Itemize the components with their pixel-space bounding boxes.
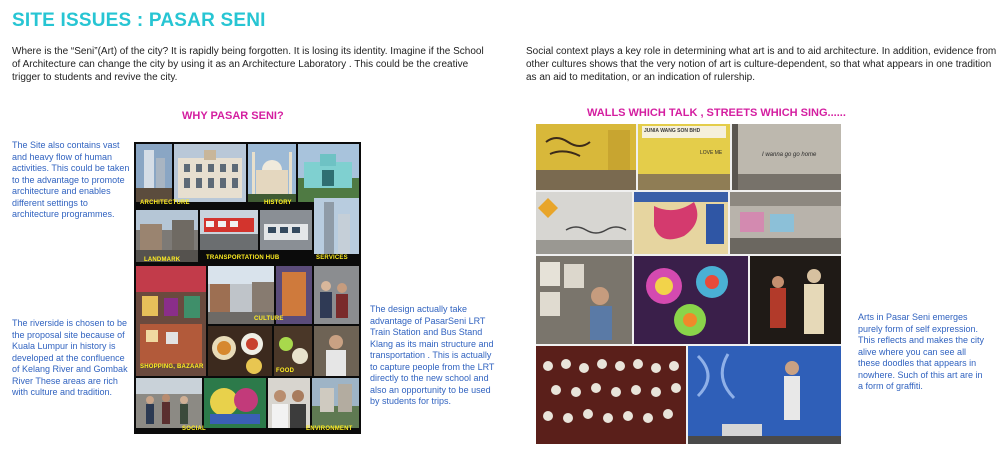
mosque-photo <box>248 144 296 202</box>
page-title: SITE ISSUES : PASAR SENI <box>12 10 266 31</box>
mural-photo <box>204 378 266 428</box>
label-landmark: LANDMARK <box>144 257 181 263</box>
label-environment: ENVIRONMENT <box>306 426 353 432</box>
street-musician-photo <box>688 346 841 444</box>
love-graffiti-text: LOVE ME <box>700 150 723 156</box>
people-photo <box>136 378 202 428</box>
label-social: SOCIAL <box>182 426 206 432</box>
transport-hub-photo <box>200 210 258 250</box>
riverside-note: The riverside is chosen to be the proposal site because of Kuala Lumpur in history is developed at the confluence of Kelang River and Gombak River These areas are rich with culture and tradition. <box>12 318 128 397</box>
audience-crowd-photo <box>536 346 686 444</box>
food-photo <box>208 326 272 376</box>
intro-paragraph-left: Where is the “Seni”(Art) of the city? It is rapidly being forgotten. It is losing its identity. Imagine if the School of Architecture can change the city by using it as an Architecture Laboratory . This could be the creative trigger to students and revive the city. <box>12 46 484 83</box>
site-photo-collage <box>134 142 361 434</box>
intro-paragraph-right: Social context plays a key role in determining what art is and to aid architecture. In addition, evidence from other cultures shows that the very notion of art is culture-dependent, so that what appears in one tradition as an aid to meditation, or an indication of rulership. <box>526 46 997 83</box>
group-photo <box>268 378 310 428</box>
graffiti-photo-collage <box>536 124 841 444</box>
central-market-photo <box>298 144 359 202</box>
label-history: HISTORY <box>264 200 292 206</box>
why-pasar-seni-heading: WHY PASAR SENI? <box>182 110 284 122</box>
city-tower-photo <box>314 198 359 254</box>
crowd-photo <box>314 266 359 324</box>
site-note: The Site also contains vast and heavy flow of human activities. This could be taken to the advantage to promote architecture and enables different settings to architecture programmes. <box>12 140 130 219</box>
label-transportation-hub: TRANSPORTATION HUB <box>206 255 280 261</box>
roadsign-graffiti-photo <box>536 192 632 254</box>
arts-note: Arts in Pasar Seni emerges purely form of self expression. This reflects and makes the city alive where you can see all these doodles that appears in nowhere. Such of this art are in a form of graffiti. <box>858 312 985 391</box>
tower-photo <box>136 144 172 202</box>
colorful-kites-photo <box>634 256 748 344</box>
wall-scrawl-text: I wanna go go home <box>762 152 817 158</box>
label-culture: CULTURE <box>254 316 284 322</box>
label-shopping-bazaar: SHOPPING, BAZAAR <box>140 364 204 370</box>
portrait-artist-photo <box>536 256 632 344</box>
street-wall-art-photo <box>730 192 841 254</box>
environment-photo <box>312 378 359 428</box>
shop-sign-text: JUNIA WANG SON BHD <box>644 128 701 134</box>
pink-mural-photo <box>634 192 728 254</box>
lrt-train-photo <box>260 210 312 250</box>
label-food: FOOD <box>276 368 295 374</box>
heritage-building-photo <box>174 144 246 202</box>
vendor-photo <box>314 326 359 376</box>
walls-heading: WALLS WHICH TALK , STREETS WHICH SING...... <box>587 107 846 119</box>
label-services: SERVICES <box>316 255 348 261</box>
street-photo <box>136 210 198 262</box>
label-architecture: ARCHITECTURE <box>140 200 190 206</box>
shop-sign-graffiti-photo <box>638 124 730 190</box>
grey-wall-scrawl-photo <box>732 124 841 190</box>
design-note: The design actually take advantage of PasarSeni LRT Train Station and Bus Stand Klang as its main structure and transportation . This is actually to capture people from the LRT directly to the new school and also an opportunity to be used by students for trips. <box>370 304 495 406</box>
yellow-wall-graffiti-photo <box>536 124 636 190</box>
bazaar-photo <box>136 266 206 376</box>
dancers-photo <box>750 256 841 344</box>
